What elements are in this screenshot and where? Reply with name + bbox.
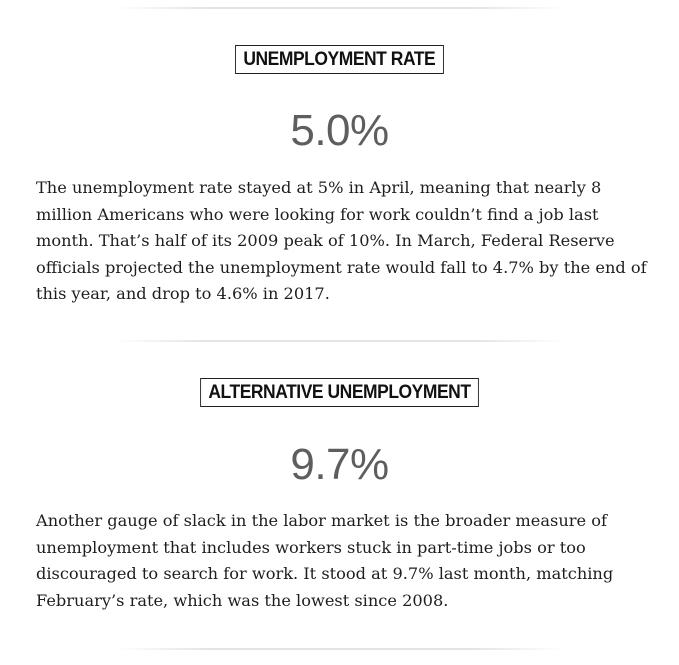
- unemployment-rate-value: 5.0%: [290, 106, 389, 155]
- middle-divider: [115, 340, 565, 342]
- unemployment-rate-description: The unemployment rate stayed at 5% in April, meaning that nearly 8 million Americans who were looking for work couldn’t find a job last month. That’s half of its 2009 peak of 10%. In March, Federal Reserve officials projected the unemployment rate would fall to 4.7% by the end of this year, and drop to 4.6% in 2017.: [36, 178, 647, 303]
- alternative-unemployment-value: 9.7%: [290, 440, 389, 489]
- unemployment-rate-label: UNEMPLOYMENT RATE: [235, 45, 443, 74]
- top-divider: [115, 7, 565, 9]
- bottom-divider: [115, 648, 565, 650]
- alternative-unemployment-description: Another gauge of slack in the labor market is the broader measure of unemployment that includes workers stuck in part-time jobs or too discouraged to search for work. It stood at 9.7% last month, matching February’s rate, which was the lowest since 2008.: [36, 511, 614, 610]
- alternative-unemployment-label: ALTERNATIVE UNEMPLOYMENT: [200, 378, 479, 407]
- section-label-container: [0, 378, 679, 407]
- section-label-container: [0, 45, 679, 74]
